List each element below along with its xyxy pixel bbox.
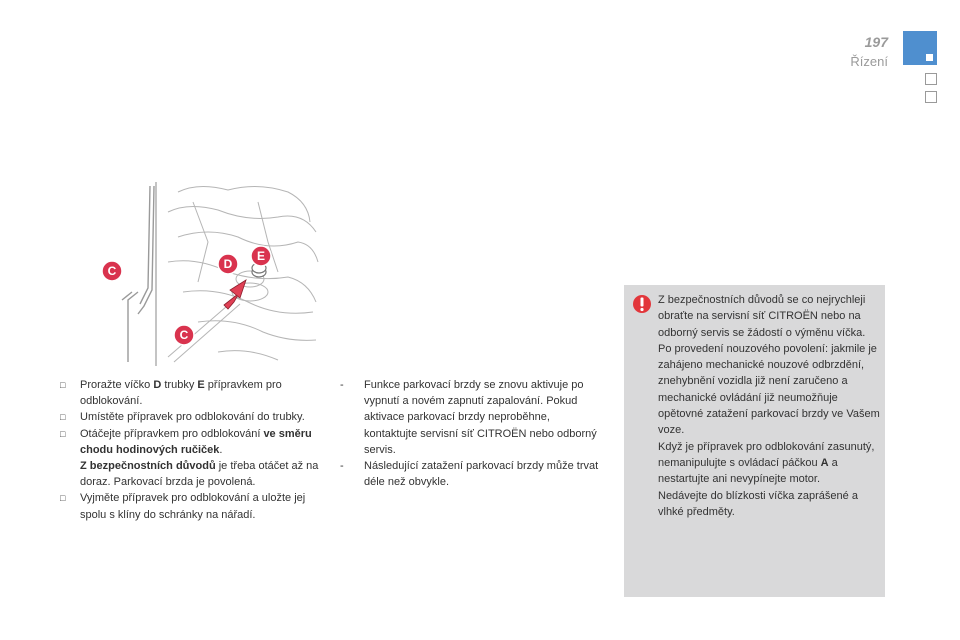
label-c-top (102, 261, 122, 281)
checkbox-bullet-icon: □ (60, 493, 66, 504)
instruction-3: □ Otáčejte přípravkem pro odblokování ve směru chodu hodinových ručiček. Z bezpečnostních důvodů je třeba otáčet až na doraz. Parkovací brzda je povolená. (60, 427, 319, 489)
release-tool-shape (138, 186, 154, 314)
warning-paragraph-1: Z bezpečnostních důvodů se co nejrychleji obraťte na servisní síť CITROËN nebo na odborný servis se žádostí o výměnu víčka. (658, 294, 866, 339)
instruction-2: □ Umístěte přípravek pro odblokování do trubky. (60, 409, 320, 425)
instruction-4: □ Vyjměte přípravek pro odblokování a uložte jej spolu s klíny do schránky na nářadí. (60, 492, 306, 521)
warning-paragraph-3: Když je přípravek pro odblokování zasunutý, nemanipulujte s ovládací páčkou A a nestartujte ani nevypínejte motor. (658, 440, 875, 486)
page-number: 197 (864, 34, 888, 50)
chapter-tab-3[interactable] (925, 91, 937, 103)
svg-text:D: D (223, 257, 233, 271)
svg-text:C: C (107, 264, 117, 278)
chapter-tab-2[interactable] (925, 73, 937, 85)
warning-box (624, 285, 885, 597)
illustration (107, 182, 318, 366)
instructions-column (60, 377, 320, 523)
checkbox-bullet-icon: □ (60, 428, 66, 439)
warning-paragraph-4: Nedávejte do blízkosti víčka zaprášené a vlhké předměty. (658, 489, 858, 518)
section-title: Řízení (850, 54, 888, 69)
label-e (251, 246, 271, 266)
exclamation-icon (632, 294, 652, 319)
checkbox-bullet-icon: □ (60, 380, 66, 390)
tab-marker (926, 54, 933, 61)
svg-text:E: E (256, 249, 266, 263)
warning-paragraph-2: Po provedení nouzového povolení: jakmile je zahájeno mechanické nouzové odbrzdění, znehybnění vozidla již není zaručeno a mechanické ovládání již neumožňuje opětovné zatažení parkovací brzdy ve Vašem voze. (658, 342, 880, 437)
svg-text:C: C (179, 328, 189, 342)
note-1: - Funkce parkovací brzdy se znovu aktivuje po vypnutí a novém zapnutí zapalování. Pokud aktivace parkovací brzdy neproběhne, kontaktujte servisní síť CITROËN nebo odborný servis. (340, 379, 597, 456)
instruction-1: □ Proražte víčko D trubky E přípravkem pro odblokování. (60, 379, 282, 408)
label-d (218, 254, 238, 274)
checkbox-bullet-icon: □ (60, 412, 66, 423)
note-2: - Následující zatažení parkovací brzdy může trvat déle než obvykle. (340, 460, 599, 489)
warning-text (658, 292, 880, 520)
label-c-bottom (174, 325, 194, 345)
notes-column (340, 377, 605, 490)
chapter-tab-active[interactable] (903, 31, 937, 65)
